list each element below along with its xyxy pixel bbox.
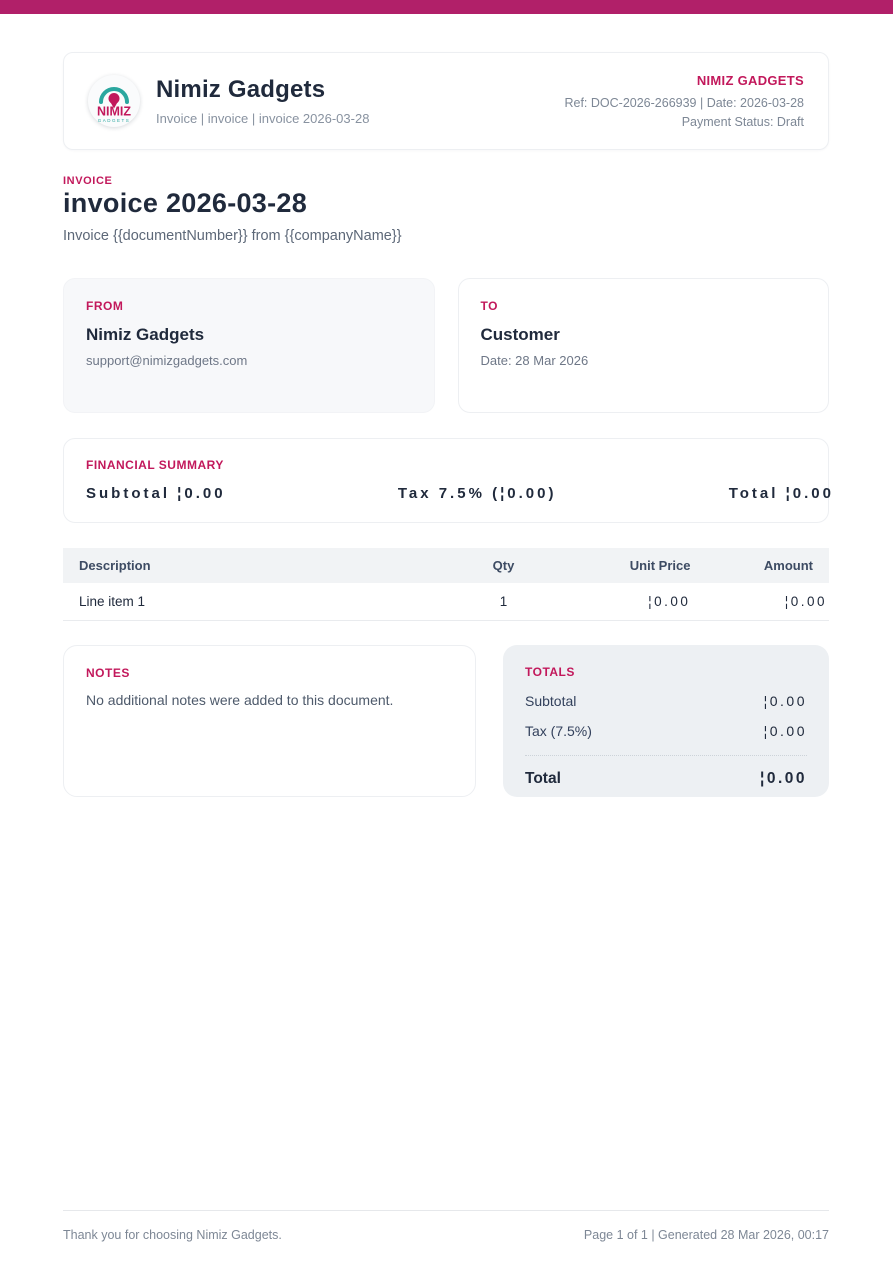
to-date: Date: 28 Mar 2026 [480,353,589,368]
footer-page-info: Page 1 of 1 | Generated 28 Mar 2026, 00:17 [583,1228,829,1242]
notes-label: NOTES [86,666,130,680]
table-header-row [63,548,829,583]
page-subtitle: Invoice {{documentNumber}} from {{companyName}} [63,228,402,244]
totals-subtotal-value: ¦0.00 [763,693,807,709]
breadcrumb: Invoice | invoice | invoice 2026-03-28 [156,111,370,126]
header-qty: Qty [454,548,554,583]
company-logo-icon [88,75,140,127]
header-description: Description [63,548,454,583]
title-section [63,175,829,244]
top-accent-bar [0,0,893,14]
header-meta-block [564,73,804,129]
grand-total-label: Total [525,770,561,787]
ref-and-date: Ref: DOC-2026-266939 | Date: 2026-03-28 [564,96,804,110]
company-name: Nimiz Gadgets [156,76,326,103]
header-left [88,75,369,127]
page-title: invoice 2026-03-28 [63,188,308,218]
notes-card [63,645,476,797]
page-container [63,52,834,797]
cell-amount: ¦0.00 [706,583,829,621]
header-amount: Amount [706,548,829,583]
totals-grand-row [525,770,807,788]
line-items-table [63,548,829,621]
totals-tax-value: ¦0.00 [763,723,807,739]
to-card [458,278,830,413]
summary-tax: Tax 7.5% (¦0.00) [397,485,557,502]
party-cards-row [63,278,829,413]
to-name: Customer [480,325,560,344]
brand-name: NIMIZ GADGETS [696,73,804,88]
table-row [63,583,829,621]
grand-total-value: ¦0.00 [759,770,807,787]
page-footer [63,1210,829,1242]
totals-divider [525,755,807,756]
notes-totals-row [63,645,829,797]
totals-label: TOTALS [525,665,575,679]
financial-summary-card [63,438,834,523]
totals-tax-label: Tax (7.5%) [525,723,592,739]
from-card [63,278,435,413]
notes-text: No additional notes were added to this document. [86,692,394,708]
financial-summary-label: FINANCIAL SUMMARY [86,458,224,472]
cell-description: Line item 1 [63,583,454,621]
logo-subtext: GADGETS [97,118,131,123]
totals-tax-row [525,723,807,739]
payment-status: Payment Status: Draft [681,115,804,129]
cell-unit-price: ¦0.00 [553,583,706,621]
logo-wordmark: NIMIZ [96,104,132,119]
document-type-label: INVOICE [63,175,113,187]
summary-subtotal: Subtotal ¦0.00 [86,485,226,502]
cell-qty: 1 [454,583,554,621]
header-unit-price: Unit Price [553,548,706,583]
header-title-block [156,76,369,126]
totals-subtotal-label: Subtotal [525,693,577,709]
financial-summary-values [86,485,834,502]
totals-subtotal-row [525,693,807,709]
summary-total: Total ¦0.00 [728,485,834,502]
to-label: TO [480,299,498,313]
from-name: Nimiz Gadgets [86,325,205,344]
totals-card [503,645,829,797]
from-email: support@nimizgadgets.com [86,353,248,368]
footer-thanks: Thank you for choosing Nimiz Gadgets. [63,1228,282,1242]
from-label: FROM [86,299,124,313]
document-header-card [63,52,829,150]
